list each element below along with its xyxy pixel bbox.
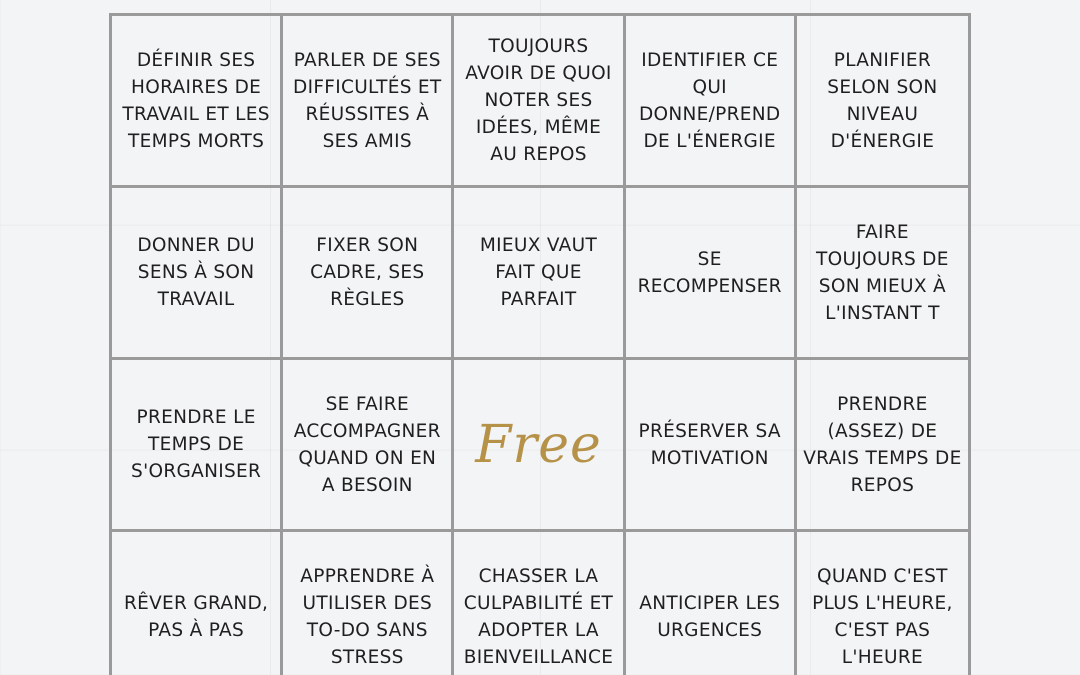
bingo-cell-r1c2 xyxy=(283,16,454,188)
bingo-cell-r2c3 xyxy=(454,188,625,360)
bingo-cell-r1c3 xyxy=(454,16,625,188)
bingo-cell-r3c4 xyxy=(626,360,797,532)
bingo-cell-text: PRÉSERVER SA MOTIVATION xyxy=(638,420,781,469)
bingo-cell-text: PLANIFIER SELON SON NIVEAU D'ÉNERGIE xyxy=(827,49,938,152)
bingo-cell-text: CHASSER LA CULPABILITÉ ET ADOPTER LA BIENVEILLANCE xyxy=(463,565,614,668)
bingo-cell-r4c4 xyxy=(626,532,797,675)
free-label: Free xyxy=(475,414,602,475)
bingo-cell-text: RÊVER GRAND, PAS À PAS xyxy=(123,592,269,641)
bingo-cell-r1c4 xyxy=(626,16,797,188)
bingo-cell-text: PRENDRE (ASSEZ) DE VRAIS TEMPS DE REPOS xyxy=(803,393,962,496)
bingo-cell-r3c5 xyxy=(797,360,968,532)
bingo-cell-text: MIEUX VAUT FAIT QUE PARFAIT xyxy=(479,235,598,310)
bingo-cell-text: SE FAIRE ACCOMPAGNER QUAND ON EN A BESOIN xyxy=(293,393,441,496)
bingo-cell-text: SE RECOMPENSER xyxy=(637,248,782,297)
bingo-cell-r4c2 xyxy=(283,532,454,675)
bingo-cell-text: DÉFINIR SES HORAIRES DE TRAVAIL ET LES TEMPS MORTS xyxy=(122,49,270,152)
bingo-cell-text: PARLER DE SES DIFFICULTÉS ET RÉUSSITES À SES AMIS xyxy=(293,49,442,152)
bingo-cell-r3c2 xyxy=(283,360,454,532)
bingo-cell-r4c3 xyxy=(454,532,625,675)
bingo-cell-r2c1 xyxy=(112,188,283,360)
bingo-free-cell xyxy=(454,360,625,532)
bingo-cell-r2c4 xyxy=(626,188,797,360)
bingo-cell-text: IDENTIFIER CE QUI DONNE/PREND DE L'ÉNERGIE xyxy=(638,49,781,152)
bingo-cell-text: ANTICIPER LES URGENCES xyxy=(639,592,781,641)
bingo-cell-text: QUAND C'EST PLUS L'HEURE, C'EST PAS L'HEURE xyxy=(812,565,953,668)
bingo-cell-r3c1 xyxy=(112,360,283,532)
bingo-cell-r2c5 xyxy=(797,188,968,360)
bingo-cell-r4c1 xyxy=(112,532,283,675)
bingo-cell-text: APPRENDRE À UTILISER DES TO-DO SANS STRESS xyxy=(300,565,435,668)
bingo-cell-text: DONNER DU SENS À SON TRAVAIL xyxy=(137,235,255,310)
bingo-cell-r2c2 xyxy=(283,188,454,360)
bingo-board xyxy=(109,13,971,675)
bingo-cell-r1c5 xyxy=(797,16,968,188)
bingo-cell-r1c1 xyxy=(112,16,283,188)
bingo-cell-text: PRENDRE LE TEMPS DE S'ORGANISER xyxy=(131,407,262,482)
bingo-cell-r4c5 xyxy=(797,532,968,675)
bingo-cell-text: TOUJOURS AVOIR DE QUOI NOTER SES IDÉES, MÊME AU REPOS xyxy=(465,36,612,165)
bingo-cell-text: FAIRE TOUJOURS DE SON MIEUX À L'INSTANT T xyxy=(816,221,949,324)
bingo-cell-text: FIXER SON CADRE, SES RÈGLES xyxy=(310,235,425,310)
